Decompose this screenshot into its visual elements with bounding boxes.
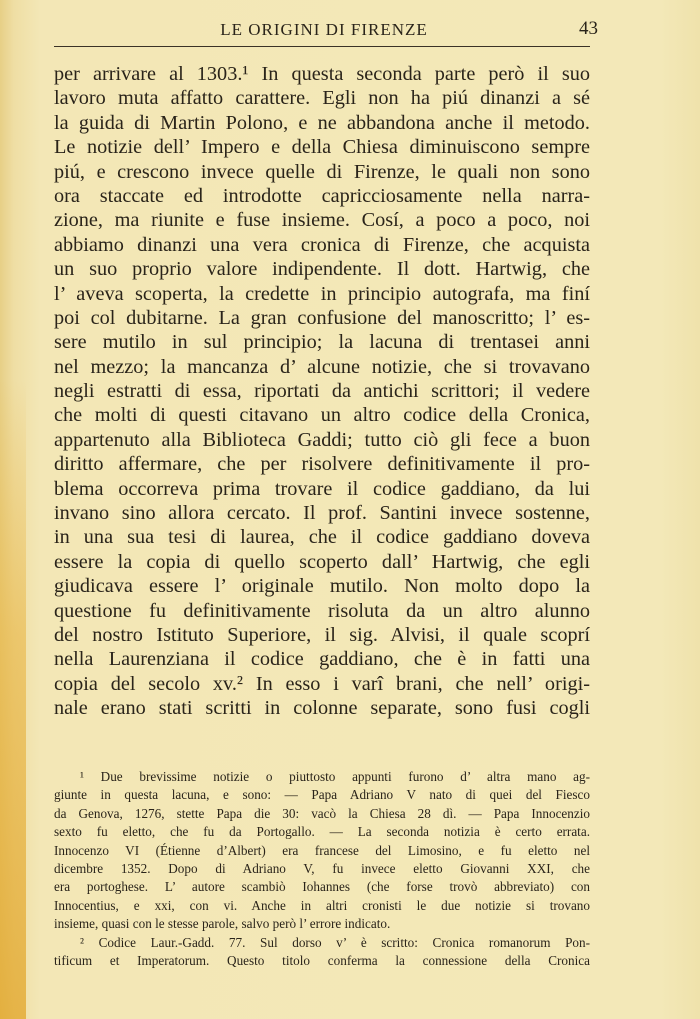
text-line: sere mutilo in sul principio; la lacuna di trentasei anni xyxy=(54,331,590,354)
footnote-1-line: ¹ Due brevissime notizie o piuttosto appunti furono d’ altra mano ag- xyxy=(80,769,590,784)
page-number: 43 xyxy=(579,18,598,39)
footnote-2-line: tificum et Imperatorum. Questo titolo conferma la connessione della Cronica xyxy=(54,952,590,968)
text-line: l’ aveva scoperta, la credette in principio autografa, ma finí xyxy=(54,282,590,305)
text-line: piú, e crescono invece quelle di Firenze, le quali non sono xyxy=(54,160,590,183)
page-stain xyxy=(0,380,26,1019)
footnote-1-line: era portoghese. L’ autore scambiò Iohannes (che forse trovò abbreviato) con xyxy=(54,879,590,895)
footnote-1-line: insieme, quasi con le stesse parole, salvo però l’ errore indicato. xyxy=(54,916,391,932)
text-line: diritto affermare, che per risolvere definitivamente il pro- xyxy=(54,453,590,476)
text-line: poi col dubitarne. La gran confusione del manoscritto; l’ es- xyxy=(54,306,590,329)
footnote-1-line: giunte in questa lacuna, e sono: — Papa Adriano V nato di quei del Fiesco xyxy=(54,787,590,803)
text-line: negli estratti di essa, riportati da antichi scrittori; il vedere xyxy=(54,380,590,403)
footnote-1-line: dicembre 1352. Dopo di Adriano V, fu invece eletto Giovanni XXI, che xyxy=(54,860,590,876)
text-line: in una sua tesi di laurea, che il codice gaddiano doveva xyxy=(54,526,590,549)
text-line: blema occorreva prima trovare il codice gaddiano, da lui xyxy=(54,477,590,500)
text-line: appartenuto alla Biblioteca Gaddi; tutto ciò gli fece a buon xyxy=(54,428,590,451)
text-line: la guida di Martin Polono, e ne abbandona anche il metodo. xyxy=(54,111,590,134)
running-title: LE ORIGINI DI FIRENZE xyxy=(220,20,428,39)
text-line: un suo proprio valore indipendente. Il dott. Hartwig, che xyxy=(54,258,590,281)
text-line: nel mezzo; la mancanza d’ alcune notizie, che si trovavano xyxy=(54,355,590,378)
text-line: questione fu definitivamente risoluta da un altro alunno xyxy=(54,599,590,622)
text-line: copia del secolo xv.² In esso i varî brani, che nell’ origi- xyxy=(54,672,590,695)
text-line: per arrivare al 1303.¹ In questa seconda parte però il suo xyxy=(54,63,590,85)
footnote-1-line: Innocenzo VI (Étienne d’Albert) era francese del Limosino, e fu eletto nel xyxy=(54,842,590,858)
text-line: invano sino allora cercato. Il prof. Santini invece sostenne, xyxy=(54,502,590,525)
footnote-2-line: ² Codice Laur.-Gadd. 77. Sul dorso v’ è scritto: Cronica romanorum Pon- xyxy=(80,934,590,950)
text-line: che molti di questi citavano un altro codice della Cronica, xyxy=(54,404,590,427)
text-line: lavoro muta affatto carattere. Egli non ha piú dinanzi a sé xyxy=(54,87,590,110)
footnote-1-line: sexto fu eletto, che fu da Portogallo. — La seconda notizia è certo errata. xyxy=(54,824,590,840)
footnotes xyxy=(54,768,590,970)
text-line: zione, ma riunite e fuse insieme. Cosí, a poco a poco, noi xyxy=(54,209,590,232)
text-line: essere la copia di quello scoperto dall’ Hartwig, che egli xyxy=(54,550,590,573)
text-line: del nostro Istituto Superiore, il sig. Alvisi, il quale scoprí xyxy=(54,623,590,646)
text-line: nale erano stati scritti in colonne separate, sono fusi cogli xyxy=(54,697,590,720)
text-line: Le notizie dell’ Impero e della Chiesa diminuiscono sempre xyxy=(54,136,590,159)
text-line: nella Laurenziana il codice gaddiano, che è in fatti una xyxy=(54,648,590,671)
text-line: giudicava essere l’ originale mutilo. Non molto dopo la xyxy=(54,575,590,598)
footnote-1-line: Innocentius, e xxi, con vi. Anche in altri cronisti le due notizie si trovano xyxy=(54,897,590,913)
footnote-1-line: da Genova, 1276, stette Papa die 30: vacò la Chiesa 28 dì. — Papa Innocenzio xyxy=(54,805,590,821)
text-line: ora staccate ed introdotte capricciosamente nella narra- xyxy=(54,184,590,207)
main-text xyxy=(54,62,590,721)
text-line: abbiamo dinanzi una vera cronica di Firenze, che acquista xyxy=(54,233,590,256)
header-rule xyxy=(54,46,590,47)
page-header xyxy=(54,16,598,46)
